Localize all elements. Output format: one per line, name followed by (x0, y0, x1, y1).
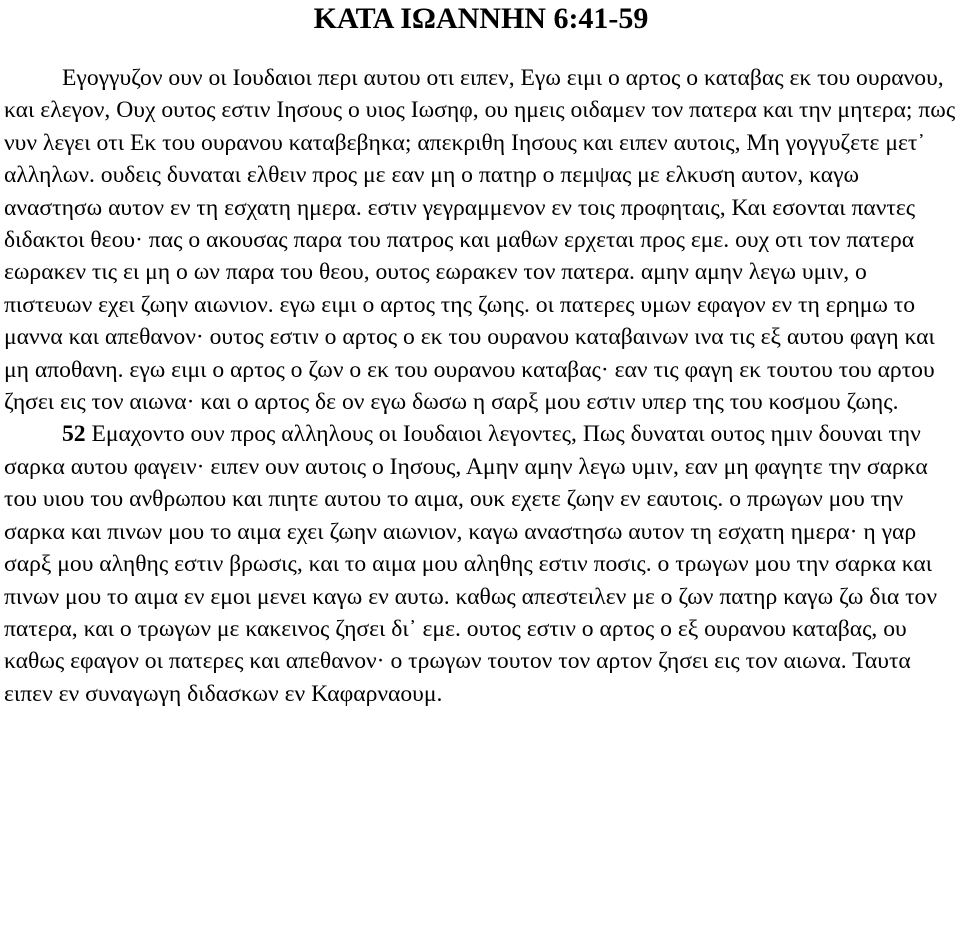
paragraph-2 (4, 418, 958, 710)
document-title: ΚΑΤΑ ΙΩΑΝΝΗΝ 6:41-59 (313, 2, 649, 35)
verse-number: 52 (62, 421, 86, 448)
paragraph-2-text: Εμαχοντο ουν προς αλληλους οι Ιουδαιοι λεγοντες, Πως δυναται ουτος ημιν δουναι την σαρκα αυτου φαγειν· ειπεν ουν αυτοις ο Ιησους, Αμην αμην λεγω υμιν, εαν μη φαγητε την σαρκα του υιου του ανθρωπου και πιητε αυτου το αιμα, ουκ εχετε ζωην εν εαυτοις. ο πρωγων μου την σαρκα και πινων μου το αιμα εχει ζωην αιωνιον, καγω αναστησω αυτον τη εσχατη ημερα· η γαρ σαρξ μου αληθης εστιν βρωσις, και το αιμα μου αληθης εστιν ποσις. ο τρωγων μου την σαρκα και πινων μου το αιμα εν εμοι μενει καγω εν αυτω. καθως απεστειλεν με ο ζων πατηρ καγω ζω δια τον πατερα, και ο τρωγων με κακεινος ζησει δι᾽ εμε. ουτος εστιν ο αρτος ο εξ ουρανου καταβας, ου καθως εφαγον οι πατερες και απεθανον· ο τρωγων τουτον τον αρτον ζησει εις τον αιωνα. Ταυτα ειπεν εν συναγωγη διδασκων εν Καφαρναουμ. (4, 421, 938, 707)
paragraph-1: Εγογγυζον ουν οι Ιουδαιοι περι αυτου οτι ειπεν, Εγω ειμι ο αρτος ο καταβας εκ του ουρανου, και ελεγον, Ουχ ουτος εστιν Ιησους ο υιος Ιωσηφ, ου ημεις οιδαμεν τον πατερα και την μητερα; πως νυν λεγει οτι Εκ του ουρανου καταβεβηκα; απεκριθη Ιησους και ειπεν αυτοις, Μη γογγυζετε μετ᾽ αλληλων. ουδεις δυναται ελθειν προς με εαν μη ο πατηρ ο πεμψας με ελκυση αυτον, καγω αναστησω αυτον εν τη εσχατη ημερα. εστιν γεγραμμενον εν τοις προφηταις, Και εσονται παντες διδακτοι θεου· πας ο ακουσας παρα του πατρος και μαθων ερχεται προς εμε. ουχ οτι τον πατερα εωρακεν τις ει μη ο ων παρα του θεου, ουτος εωρακεν τον πατερα. αμην αμην λεγω υμιν, ο πιστευων εχει ζωην αιωνιον. εγω ειμι ο αρτος της ζωης. οι πατερες υμων εφαγον εν τη ερημω το μαννα και απεθανον· ουτος εστιν ο αρτος ο εκ του ουρανου καταβαινων ινα τις εξ αυτου φαγη και μη αποθανη. εγω ειμι ο αρτος ο ζων ο εκ του ουρανου καταβας· εαν τις φαγη εκ τουτου του αρτου ζησει εις τον αιωνα· και ο αρτος δε ον εγω δωσω η σαρξ μου εστιν υπερ της του κοσμου ζωης. (4, 65, 956, 416)
document-body (4, 38, 958, 710)
